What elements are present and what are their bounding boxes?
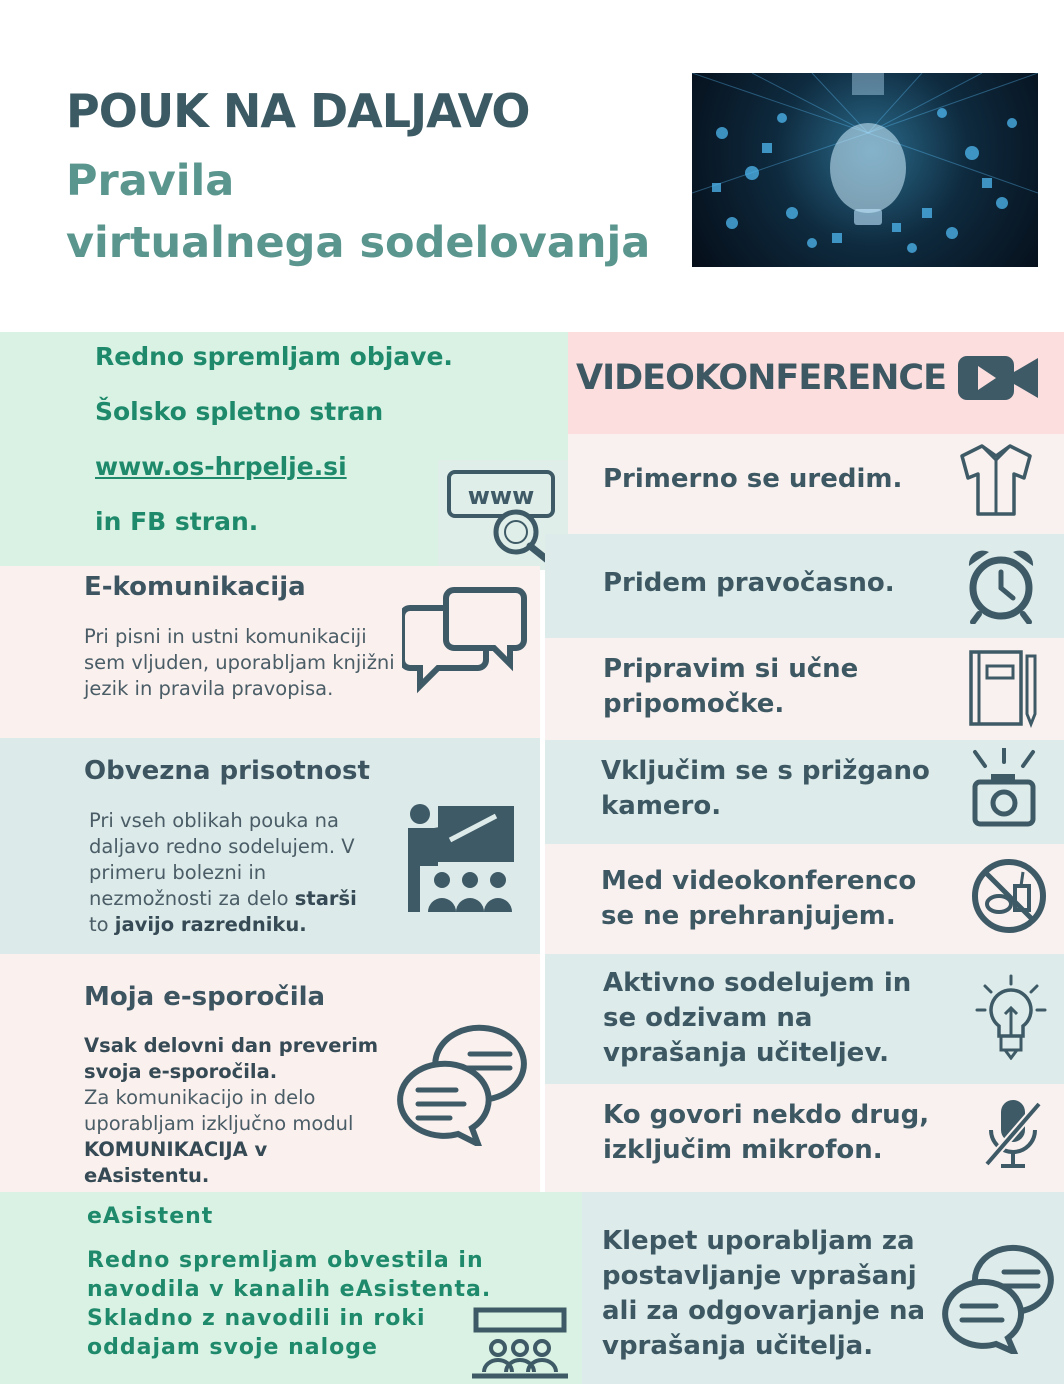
- e-sporocila-title: Moja e-sporočila: [84, 982, 326, 1012]
- video-item-1-text: Primerno se uredim.: [603, 464, 903, 494]
- e-komunikacija-panel: [0, 566, 540, 738]
- mic-off-icon: [981, 1098, 1045, 1170]
- video-item-8: [582, 1192, 1064, 1384]
- prisotnost-title-text: Obvezna prisotnost: [84, 756, 370, 786]
- subtitle-line-2: virtualnega sodelovanja: [66, 218, 651, 268]
- message-bubbles-icon: [392, 1020, 536, 1146]
- easistent-title: eAsistent: [87, 1204, 214, 1229]
- video-item-7-text: Ko govori nekdo drug, izključim mikrofon.: [603, 1100, 930, 1165]
- video-item-4: [545, 740, 1064, 844]
- prisotnost-body: Pri vseh oblikah pouka na daljavo redno sodelujem. V primeru bolezni in nezmožnosti za delo starši to javijo razredniku.: [89, 809, 357, 936]
- e-sporocila-body: Vsak delovni dan preverim svoja e-sporočila. Za komunikacijo in delo uporabljam izključno modul KOMUNIKACIJA v eAsistentu.: [84, 1034, 379, 1187]
- video-item-6: [545, 954, 1064, 1084]
- video-item-2-text: Pridem pravočasno.: [603, 568, 895, 598]
- www-search-icon: [446, 466, 558, 566]
- no-food-icon: [971, 858, 1047, 934]
- camera-icon: [969, 748, 1039, 828]
- svg-text:www: www: [467, 482, 535, 510]
- video-item-3-text: Pripravim si učne pripomočke.: [603, 654, 859, 719]
- video-item-7: [545, 1084, 1064, 1192]
- online-classroom-icon: [468, 1306, 572, 1384]
- objave-line-2: Šolsko spletno stran: [95, 397, 384, 426]
- chat-bubbles-icon: [402, 584, 532, 696]
- page-title: POUK NA DALJAVO: [66, 84, 530, 138]
- shirt-icon: [958, 442, 1034, 516]
- videokonference-header: [568, 332, 1064, 434]
- teacher-classroom-icon: [404, 802, 518, 916]
- subtitle-line-1: Pravila: [66, 156, 235, 206]
- video-item-8-text: Klepet uporabljam za postavljanje vprašanj ali za odgovarjanje na vprašanja učitelja.: [602, 1226, 926, 1361]
- hero-lightbulb-image: [692, 73, 1038, 267]
- video-item-5-text: Med videokonferenco se ne prehranjujem.: [601, 866, 917, 931]
- prisotnost-panel: [0, 738, 540, 954]
- e-komunikacija-title: E-komunikacija: [84, 572, 306, 602]
- e-sporocila-panel: [0, 954, 540, 1192]
- school-website-link[interactable]: www.os-hrpelje.si: [95, 452, 347, 481]
- video-item-4-text: Vključim se s prižgano kamero.: [601, 756, 930, 821]
- video-item-1: [568, 434, 1064, 534]
- video-item-5: [545, 844, 1064, 954]
- easistent-body: Redno spremljam obvestila in navodila v kanalih eAsistenta. Skladno z navodili in roki oddajam svoje naloge: [87, 1248, 492, 1360]
- video-item-6-text: Aktivno sodelujem in se odzivam na vprašanja učiteljev.: [603, 968, 912, 1068]
- video-camera-icon: [958, 354, 1040, 402]
- alarm-clock-icon: [965, 548, 1037, 624]
- chat-icon: [940, 1242, 1060, 1354]
- objave-line-1: Redno spremljam objave.: [95, 342, 453, 371]
- video-item-3: [545, 638, 1064, 740]
- e-komunikacija-body: Pri pisni in ustni komunikaciji sem vljuden, uporabljam knjižni jezik in pravila pravopisa.: [84, 625, 395, 700]
- easistent-panel: [0, 1192, 582, 1384]
- page-subtitle: [66, 150, 650, 274]
- videokonference-title: VIDEOKONFERENCE: [576, 358, 946, 398]
- notebook-icon: [969, 650, 1039, 728]
- objave-line-4: in FB stran.: [95, 507, 259, 536]
- lightbulb-icon: [975, 974, 1047, 1060]
- video-item-2: [545, 534, 1064, 638]
